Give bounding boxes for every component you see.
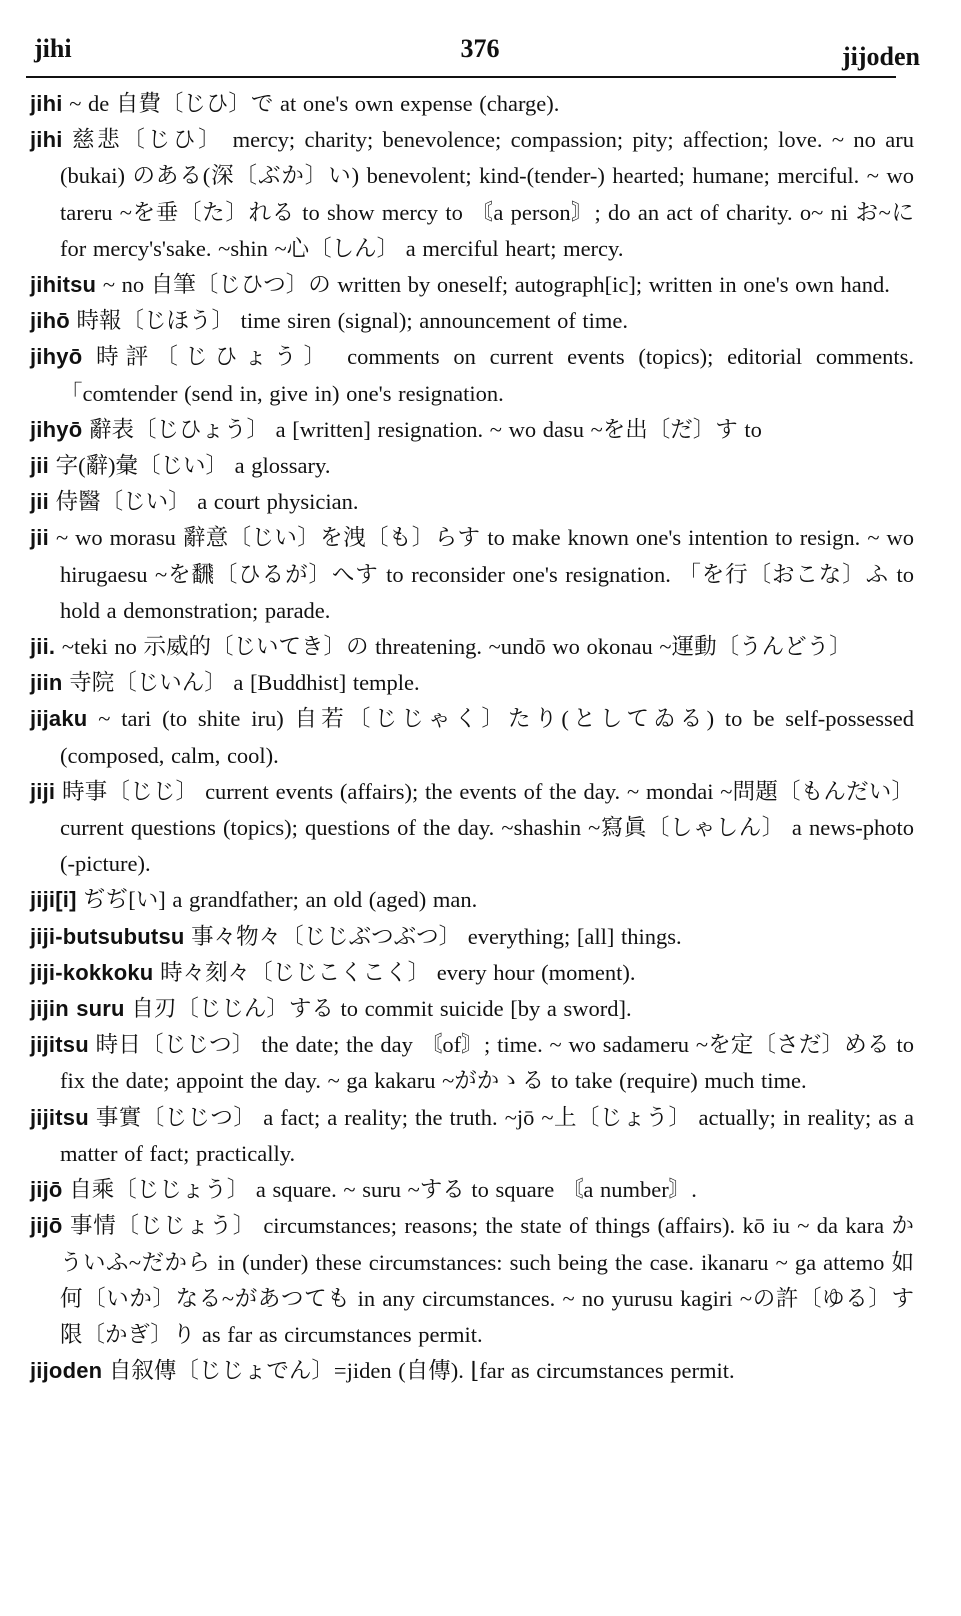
entry-headword: jiji-kokkoku	[30, 959, 154, 985]
entry-text: 時報〔じほう〕 time siren (signal); announcement of time.	[76, 308, 629, 334]
dictionary-entry	[30, 1027, 914, 1099]
entry-text: ~teki no 示威的〔じいてき〕の threatening. ~undō wo okonau ~運動〔うんどう〕	[61, 634, 852, 660]
dictionary-entry	[30, 774, 914, 883]
dictionary-entry	[30, 701, 914, 773]
entry-headword: jiji[i]	[30, 887, 77, 913]
entry-text: 時評〔じひょう〕 comments on current events (topics); editorial comments. 「comtender (send in, give in) one's resignation.	[60, 344, 915, 406]
entry-headword: jihitsu	[30, 272, 97, 298]
entry-text: ぢぢ[い] a grandfather; an old (aged) man.	[83, 887, 478, 913]
dictionary-entry	[30, 1172, 914, 1208]
dictionary-entry	[30, 484, 914, 520]
header-left-guide-word: jihi	[34, 34, 72, 63]
entry-headword: jiin	[30, 670, 63, 696]
page-number: 376	[460, 34, 500, 63]
entry-text: 時々刻々〔じじこくこく〕 every hour (moment).	[160, 959, 636, 985]
dictionary-entry	[30, 629, 914, 665]
entry-headword: jihyō	[30, 344, 83, 370]
entry-headword: jiji-butsubutsu	[30, 923, 185, 949]
dictionary-entry	[30, 303, 914, 339]
entry-headword: jijitsu	[30, 1104, 89, 1130]
entry-headword: jihi	[30, 91, 63, 116]
header-right-guide-word: jijoden	[842, 42, 920, 71]
entry-headword: jijō	[30, 1213, 63, 1239]
entry-text: 自乘〔じじょう〕 a square. ~ suru ~する to square 〘a number〙.	[69, 1177, 697, 1203]
dictionary-entry	[30, 1208, 914, 1353]
dictionary-entry	[30, 267, 914, 303]
dictionary-entry	[30, 520, 914, 629]
entry-text: 寺院〔じいん〕 a [Buddhist] temple.	[69, 670, 420, 696]
dictionary-entry	[30, 86, 914, 122]
entry-text: 侍醫〔じい〕 a court physician.	[55, 489, 359, 515]
dictionary-entry	[30, 122, 914, 267]
entry-text: 事々物々〔じじぶつぶつ〕 everything; [all] things.	[191, 923, 682, 949]
entry-headword: jii	[30, 489, 49, 515]
entry-headword: jihō	[30, 308, 70, 334]
entry-text: 時日〔じじつ〕 the date; the day 〘of〙; time. ~ wo sadameru ~を定〔さだ〕める to fix the date; appoint the day. ~ ga kakaru ~がかゝる to take (require) much time.	[60, 1032, 914, 1094]
entry-headword: jijō	[30, 1177, 63, 1203]
entry-text: 自刃〔じじん〕する to commit suicide [by a sword].	[131, 996, 632, 1022]
dictionary-entry	[30, 665, 914, 701]
entry-headword: jihi	[30, 127, 63, 153]
entry-text: 事情〔じじょう〕 circumstances; reasons; the state of things (affairs). kō iu ~ da kara かういふ~だから in (under) these circumstances: such being the case. ikanaru ~ ga attemo 如何〔いか〕なる~があつても in any circumstances. ~ no yurusu kagiri ~の許〔ゆる〕す限〔かぎ〕り as far as circumstances permit.	[60, 1213, 914, 1347]
entry-headword: jii	[30, 453, 49, 479]
dictionary-entry	[30, 991, 914, 1027]
entry-text: ~ tari (to shite iru) 自若〔じじゃく〕たり(としてゐる) to be self-possessed (composed, calm, cool).	[60, 706, 914, 768]
entry-headword: jijoden	[30, 1358, 103, 1384]
entry-headword: jijitsu	[30, 1032, 89, 1058]
entry-headword: jihyō	[30, 416, 83, 442]
entry-text: 字(辭)彙〔じい〕 a glossary.	[55, 453, 331, 479]
dictionary-entry	[30, 882, 914, 918]
dictionary-entry	[30, 448, 914, 484]
header-rule	[26, 76, 896, 78]
entry-text: 自叙傳〔じじょでん〕=jiden (自傳). ⌊far as circumstances permit.	[108, 1358, 735, 1384]
entry-text: 時事〔じじ〕 current events (affairs); the events of the day. ~ mondai ~問題〔もんだい〕 current questions (topics); questions of the day. ~shashin ~寫眞〔しゃしん〕 a news-photo (-picture).	[60, 778, 914, 877]
entry-text: 慈悲〔じひ〕 mercy; charity; benevolence; compassion; pity; affection; love. ~ no aru (bukai) のある(深〔ぶか〕い) benevolent; kind-(tender-) hearted; humane; merciful. ~ wo tareru ~を垂〔た〕れる to show mercy to 〘a person〙; do an act of charity. o~ ni お~に for mercy's'sake. ~shin ~心〔しん〕 a merciful heart; mercy.	[60, 127, 914, 261]
dictionary-entry	[30, 919, 914, 955]
dictionary-entry	[30, 412, 914, 448]
dictionary-entry	[30, 955, 914, 991]
dictionary-entry	[30, 339, 914, 411]
page-header	[26, 28, 934, 78]
entry-headword: jijaku	[30, 706, 88, 732]
entry-text: 事實〔じじつ〕 a fact; a reality; the truth. ~jō ~上〔じょう〕 actually; in reality; as a matter of fact; practically.	[60, 1104, 914, 1166]
entry-headword: jii	[30, 525, 49, 551]
entry-headword: jiji	[30, 778, 56, 804]
entry-text: ~ wo morasu 辭意〔じい〕を洩〔も〕らす to make known one's intention to resign. ~ wo hirugaesu ~を飜〔ひるが〕へす to reconsider one's resignation. 「を行〔おこな〕ふ to hold a demonstration; parade.	[55, 525, 914, 623]
entry-headword: jijin suru	[30, 996, 125, 1022]
entry-text: 辭表〔じひょう〕 a [written] resignation. ~ wo dasu ~を出〔だ〕す to	[88, 416, 762, 442]
entry-list	[30, 86, 914, 1389]
dictionary-entry	[30, 1100, 914, 1172]
entry-text: ~ de 自費〔じひ〕で at one's own expense (charge).	[69, 91, 560, 116]
entry-headword: jii.	[30, 634, 56, 660]
entry-text: ~ no 自筆〔じひつ〕の written by oneself; autograph[ic]; written in one's own hand.	[102, 272, 890, 298]
dictionary-entry	[30, 1353, 914, 1389]
